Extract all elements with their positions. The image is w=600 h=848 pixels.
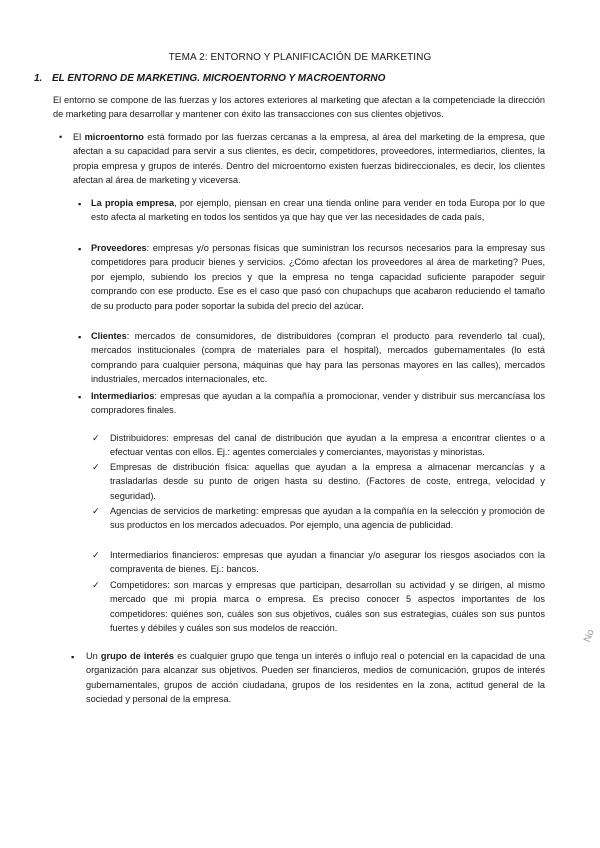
subitem-intermediarios-financieros: Intermediarios financieros: empresas que ayudan a financiar y/o asegurar los riesgos asociados con la compraventa de bienes. Ej.: bancos.	[110, 550, 545, 575]
document-title: TEMA 2: ENTORNO Y PLANIFICACIÓN DE MARKETING	[168, 52, 432, 63]
grupo-lead: Un	[86, 651, 101, 661]
section-heading	[34, 73, 385, 84]
microentorno-text: está formado por las fuerzas cercanas a la empresa, al área del marketing de la empresa, que afectan a su capacidad para servir a sus clientes, es decir, competidores, proveedores, intermediarios, clientes, la propia empresa y grupos de interés. Dentro del microentorno existen fuerzas bidireccionales, es decir, los clientes afectan al área de marketing y viceversa.	[73, 132, 545, 186]
subitem-competidores: Competidores: son marcas y empresas que participan, desarrollan su actividad y se dirigen, al mismo mercado que mi propia marca o empresa. Es preciso conocer 5 aspectos importantes de los competidores: quiénes son, cuáles son sus objetivos, cuáles son sus estrategias, cuáles son sus puntos fuertes y débiles y cuáles son sus modelos de reacción.	[110, 580, 545, 634]
item-bullet: ▪	[78, 199, 82, 209]
check-icon: ✓	[92, 462, 100, 472]
item-bullet: ▪	[78, 244, 82, 254]
item-proveedores	[91, 241, 545, 313]
grupo-paragraph	[86, 649, 545, 707]
item-term: Proveedores	[91, 243, 147, 253]
section-number: 1.	[34, 73, 43, 84]
item-clientes	[91, 329, 545, 387]
grupo-bullet: ▪	[71, 652, 75, 662]
check-icon: ✓	[92, 550, 100, 560]
microentorno-term: microentorno	[84, 132, 144, 142]
item-term: Clientes	[91, 331, 127, 341]
watermark-text: No	[582, 627, 597, 644]
item-text: , por ejemplo, piensan en crear una tienda online para vender en toda Europa por lo que esto afecta al marketing en todos los sentidos ya que hay que ver las necesidades de cada país,	[91, 198, 545, 223]
microentorno-bullet: •	[59, 132, 63, 142]
subitem-agencias: Agencias de servicios de marketing: empresas que ayudan a la compañía en la selección y promoción de sus productos en los mercados adecuados. Por ejemplo, una agencia de publicidad.	[110, 506, 545, 531]
microentorno-lead: El	[73, 132, 85, 142]
item-propia-empresa	[91, 196, 545, 225]
grupo-text: es cualquier grupo que tenga un interés o influjo real o potencial en la capacidad de una organización para alcanzar sus objetivos. Pueden ser financieros, medios de comunicación, grupos de interés gubernamentales, grupos de acción ciudadana, grupos de los residentes en la zona, actitud general de la sociedad y personal de la empresa.	[86, 651, 545, 705]
subitem-distribuidores: Distribuidores: empresas del canal de distribución que ayudan a la empresa a encontrar clientes o a efectuar ventas con ellos. Ej.: agentes comerciales y comerciantes, mayoristas y minoristas.	[110, 433, 545, 458]
microentorno-paragraph	[73, 130, 545, 188]
item-intermediarios	[91, 389, 545, 418]
check-icon: ✓	[92, 506, 100, 516]
item-term: Intermediarios	[91, 391, 155, 401]
check-icon: ✓	[92, 433, 100, 443]
grupo-term: grupo de interés	[100, 651, 175, 661]
item-text: : mercados de consumidores, de distribuidores (compran el producto para revenderlo tal cual), mercados institucionales (compra de materiales para el hospital), mercados gubernamentales (lo está comprando para cualquier persona, máquinas que hay para las personas mayores en las calles), mercados industriales, mercados internacionales, etc.	[91, 331, 545, 385]
item-bullet: ▪	[78, 392, 82, 402]
item-bullet: ▪	[78, 332, 82, 342]
subitem-distribucion-fisica: Empresas de distribución física: aquellas que ayudan a la empresa a almacenar mercancías y a trasladarlas desde su punto de origen hasta su destino. (Factores de coste, entrega, velocidad y seguridad).	[110, 462, 545, 501]
item-term: La propia empresa	[91, 198, 175, 208]
section-heading-text: EL ENTORNO DE MARKETING. MICROENTORNO Y MACROENTORNO	[52, 73, 386, 84]
item-text: : empresas que ayudan a la compañía a promocionar, vender y distribuir sus mercancíasa los compradores finales.	[91, 391, 545, 416]
intro-paragraph: El entorno se compone de las fuerzas y los actores exteriores al marketing que afectan a la competenciade la dirección de marketing para desarrollar y mantener con éxito las transacciones con sus clientes objetivos.	[53, 95, 545, 120]
check-icon: ✓	[92, 580, 100, 590]
item-text: : empresas y/o personas físicas que suministran los recursos necesarios para la empresay sus competidores para producir bienes y servicios. ¿Cómo afectan los proveedores al área de marketing? Pues, por ejemplo, subiendo los precios y que la empresa no tenga capacidad suficiente parapoder seguir comprando con ese producto. Ese es el caso que pasó con chupachups que acabaron reduciendo el tamaño de su producto para poder soportar la subida del precio del azúcar.	[91, 243, 545, 311]
